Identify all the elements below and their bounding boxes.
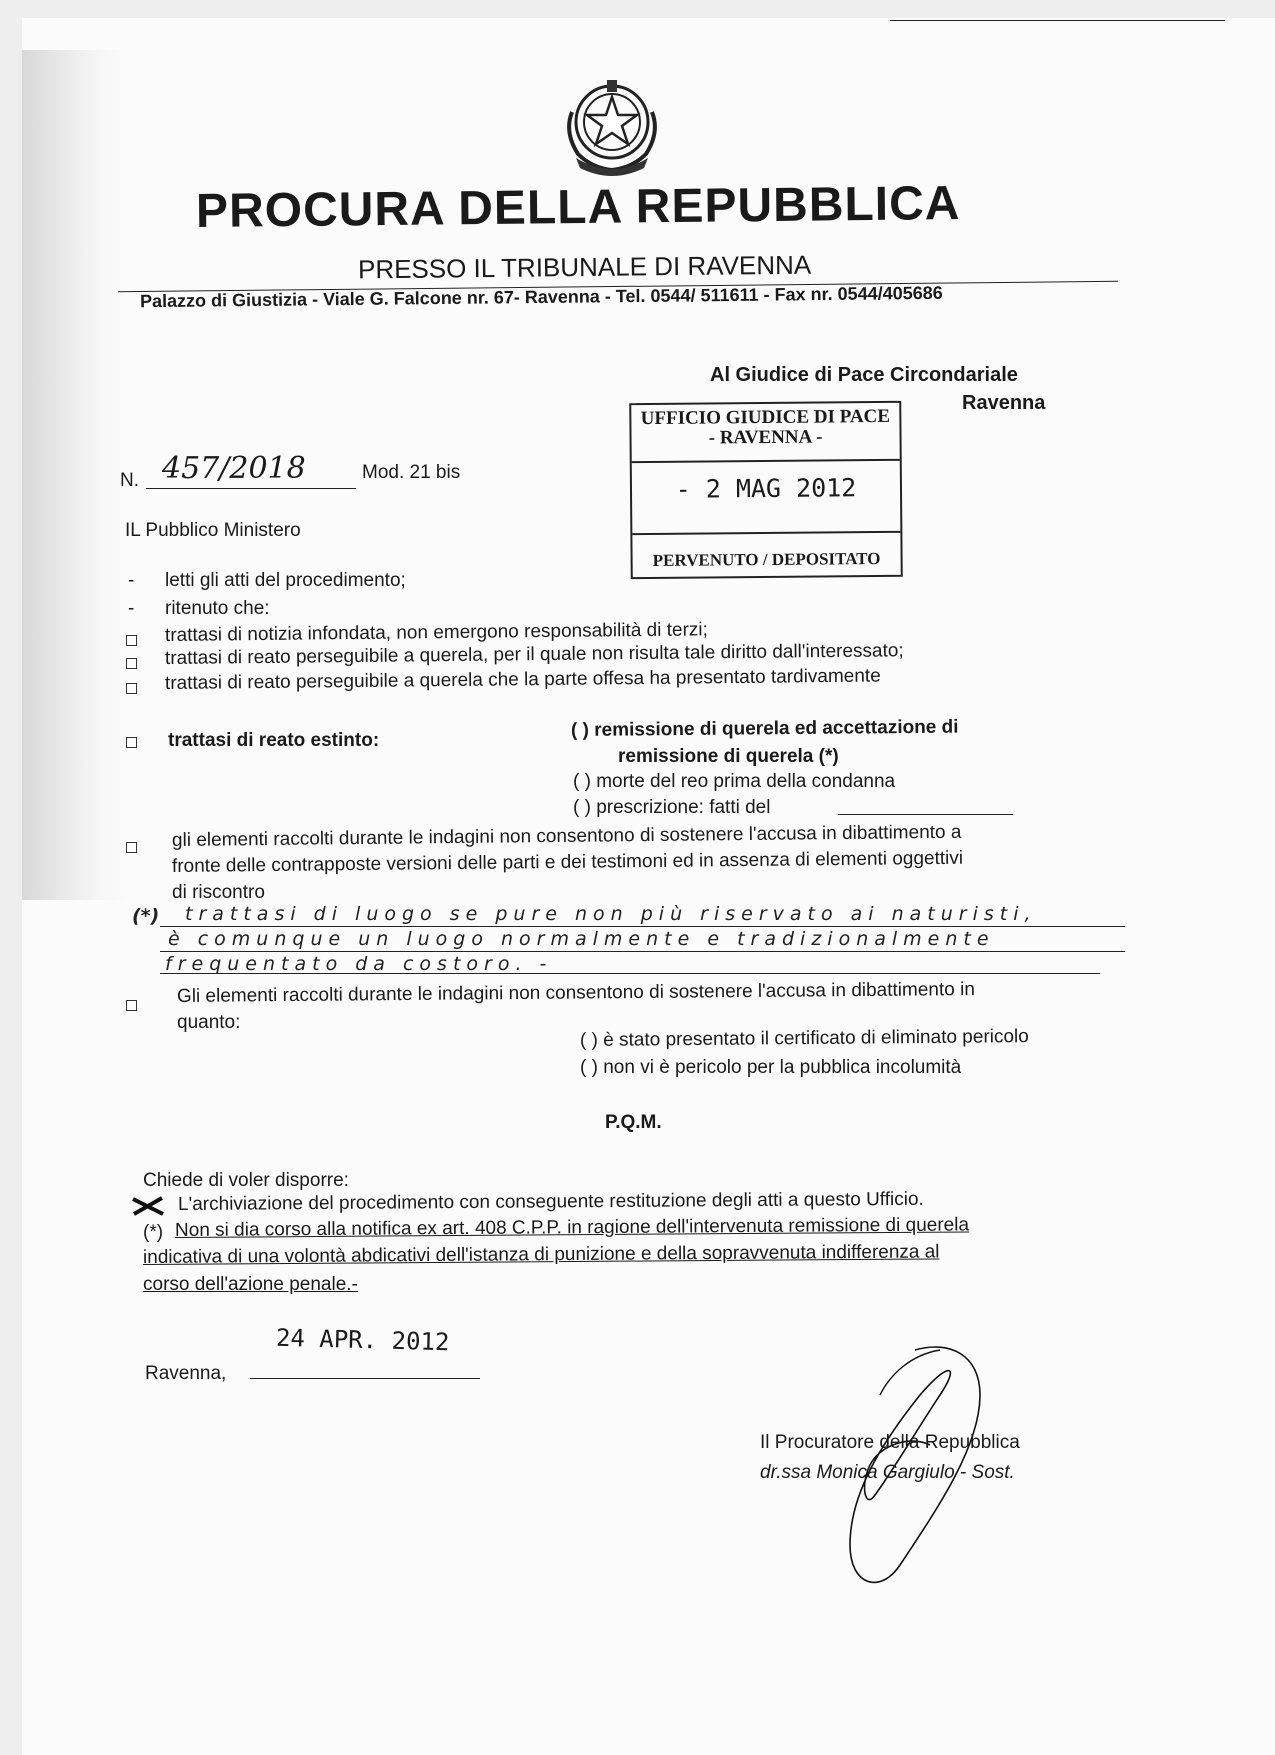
pm-heading: IL Pubblico Ministero	[125, 520, 301, 541]
note-line: corso dell'azione penale.-	[143, 1274, 358, 1295]
place-label: Ravenna,	[145, 1363, 227, 1384]
stamp-header	[631, 407, 899, 449]
estinto-choice: ( ) prescrizione: fatti del	[573, 797, 771, 818]
handwritten-rule	[160, 973, 1100, 974]
note-mark: (*)	[143, 1222, 164, 1243]
estinto-choice: ( ) morte del reo prima della condanna	[573, 771, 896, 792]
elementi2-line: Gli elementi raccolti durante le indagini non consentono di sostenere l'accusa in dibattimento in	[176, 979, 975, 1007]
handwritten-line: è comunque un luogo normalmente e tradizionalmente	[168, 928, 995, 950]
recipient-line-1: Al Giudice di Pace Circondariale	[710, 364, 1018, 386]
estinto-choice: remissione di querela (*)	[618, 746, 839, 767]
consideration-item: letti gli atti del procedimento;	[165, 570, 406, 591]
case-number: 457/2018	[162, 451, 306, 486]
stamp-city: - RAVENNA -	[708, 426, 823, 449]
checkbox-icon	[126, 737, 137, 748]
checkbox-icon	[126, 1000, 137, 1011]
chiede-intro: Chiede di voler disporre:	[143, 1170, 349, 1191]
handwritten-rule	[160, 926, 1125, 927]
estinto-label: trattasi di reato estinto:	[168, 730, 380, 751]
option-item: trattasi di reato perseguibile a querela che la parte offesa ha presentato tardivamente	[164, 665, 881, 694]
elementi2-line: quanto:	[177, 1012, 241, 1033]
italian-emblem-icon	[558, 72, 666, 182]
handwritten-x-mark-icon	[130, 1195, 166, 1217]
elementi-line: gli elementi raccolti durante le indagini non consentono di sostenere l'accusa in dibattimento a	[171, 821, 962, 851]
pericolo-choice: ( ) è stato presentato il certificato di eliminato pericolo	[579, 1026, 1029, 1051]
handwritten-line: frequentato da costoro. -	[165, 953, 553, 975]
case-number-prefix: N.	[120, 470, 139, 491]
office-address: Palazzo di Giustizia - Viale G. Falcone nr. 67- Ravenna - Tel. 0544/ 511611 - Fax nr. 0544/405686	[139, 282, 943, 312]
dash-bullet: -	[128, 598, 135, 619]
elementi-line: fronte delle contrapposte versioni delle parti e dei testimoni ed in assenza di elementi oggettivi	[171, 847, 964, 877]
stamp-office: UFFICIO GIUDICE DI PACE	[640, 405, 891, 430]
handwritten-mark: (*)	[132, 905, 160, 927]
handwritten-line: trattasi di luogo se pure non più riservato ai naturisti,	[185, 903, 1037, 925]
consideration-item: ritenuto che:	[165, 598, 270, 619]
date-blank-line	[250, 1378, 480, 1379]
option-item: trattasi di notizia infondata, non emergono responsabilità di terzi;	[164, 619, 708, 646]
recipient-line-2: Ravenna	[962, 392, 1046, 414]
elementi-line: di riscontro	[172, 882, 265, 903]
option-item: trattasi di reato perseguibile a querela, per il quale non risulta tale diritto dall'interessato;	[164, 640, 904, 669]
archiviazione-request: L'archiviazione del procedimento con conseguente restituzione degli atti a questo Ufficio.	[177, 1188, 924, 1215]
checkbox-icon	[126, 635, 137, 646]
prescrizione-blank-line	[838, 814, 1013, 815]
signature-role: Il Procuratore della Repubblica	[760, 1432, 1020, 1453]
page-subtitle: PRESSO IL TRIBUNALE DI RAVENNA	[357, 249, 812, 285]
checkbox-icon	[126, 842, 137, 853]
checkbox-icon	[126, 683, 137, 694]
case-model: Mod. 21 bis	[362, 462, 461, 483]
checkbox-icon	[126, 658, 137, 669]
handwritten-rule	[160, 951, 1125, 952]
note-line: indicativa di una volontà abdicativi dell'istanza di punizione e della sopravvenuta indifferenza al	[142, 1241, 940, 1268]
pqm-heading: P.Q.M.	[605, 1112, 662, 1133]
stamp-date: - 2 MAG 2012	[675, 473, 857, 504]
reception-stamp	[629, 401, 903, 579]
stamp-status: PERVENUTO / DEPOSITATO	[652, 549, 881, 570]
date-stamp: 24 APR. 2012	[275, 1323, 450, 1357]
signature-name: dr.ssa Monica Gargiulo - Sost.	[760, 1462, 1015, 1483]
scan-shadow	[22, 50, 127, 900]
estinto-choice: ( ) remissione di querela ed accettazione di	[570, 716, 959, 741]
case-number-line	[146, 488, 356, 489]
note-line: Non si dia corso alla notifica ex art. 408 C.P.P. in ragione dell'intervenuta remissione di querela	[174, 1214, 970, 1241]
top-rule	[890, 20, 1225, 21]
page-title: PROCURA DELLA REPUBBLICA	[195, 176, 961, 239]
dash-bullet: -	[128, 570, 135, 591]
pericolo-choice: ( ) non vi è pericolo per la pubblica incolumità	[580, 1057, 962, 1078]
